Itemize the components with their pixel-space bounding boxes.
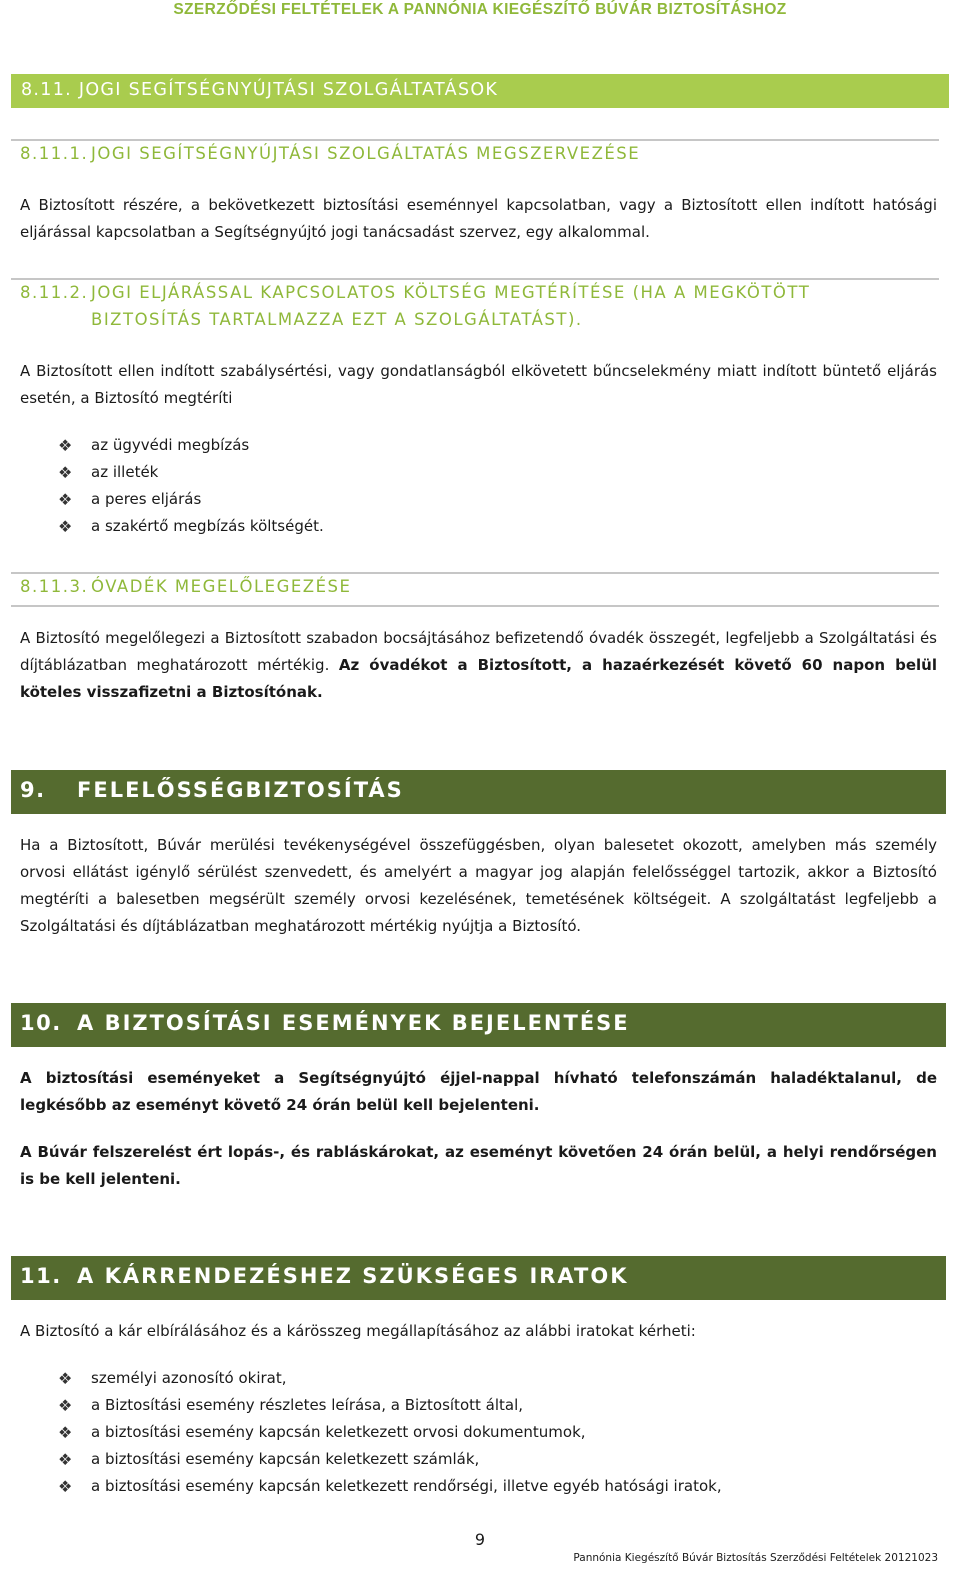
section-10-heading-bar (11, 1003, 946, 1047)
section-10-para-2: A Búvár felszerelést ért lopás-, és rabláskárokat, az eseményt követően 24 órán belül, a helyi rendőrségen is be kell jelenteni. (20, 1143, 937, 1188)
diamond-bullet-icon: ❖ (58, 1396, 73, 1415)
list-item-text: a Biztosítási esemény részletes leírása, a Biztosított által, (91, 1396, 524, 1414)
section-title: A BIZTOSÍTÁSI ESEMÉNYEK BEJELENTÉSE (77, 1011, 630, 1035)
list-item (58, 486, 938, 513)
list-item-text: a szakértő megbízás költségét. (91, 517, 324, 535)
section-title: A KÁRRENDEZÉSHEZ SZÜKSÉGES IRATOK (77, 1264, 629, 1288)
list-item (58, 1392, 938, 1419)
diamond-bullet-icon: ❖ (58, 1369, 73, 1388)
diamond-bullet-icon: ❖ (58, 1450, 73, 1469)
diamond-bullet-icon: ❖ (58, 1423, 73, 1442)
list-item (58, 513, 938, 540)
diamond-bullet-icon: ❖ (58, 1477, 73, 1496)
section-number: 11. (20, 1264, 62, 1288)
list-item-text: a biztosítási esemény kapcsán keletkezett orvosi dokumentumok, (91, 1423, 586, 1441)
section-11-heading-bar (11, 1256, 946, 1300)
subsection-title-line2: BIZTOSÍTÁS TARTALMAZZA EZT A SZOLGÁLTATÁST). (91, 310, 583, 329)
list-item-text: személyi azonosító okirat, (91, 1369, 287, 1387)
cost-list (58, 432, 938, 540)
list-item (58, 1446, 938, 1473)
list-item (58, 459, 938, 486)
list-item (58, 1473, 938, 1500)
list-item-text: a biztosítási esemény kapcsán keletkezett számlák, (91, 1450, 480, 1468)
divider (11, 605, 939, 607)
section-8-11-heading: 8.11. JOGI SEGÍTSÉGNYÚJTÁSI SZOLGÁLTATÁSOK (21, 80, 499, 100)
list-item-text: az illeték (91, 463, 159, 481)
list-item (58, 432, 938, 459)
subsection-number: 8.11.2. (20, 283, 89, 302)
list-item-text: a biztosítási esemény kapcsán keletkezett rendőrségi, illetve egyéb hatósági iratok, (91, 1477, 722, 1495)
section-number: 10. (20, 1011, 62, 1035)
subsection-number: 8.11.1. (20, 144, 89, 163)
deposit-repayment-text: Az óvadékot a Biztosított, a hazaérkezését követő 60 napon belül köteles visszafizetni a Biztosítónak. (20, 656, 937, 701)
documents-list (58, 1365, 938, 1500)
section-number: 9. (20, 778, 46, 802)
subsection-title: JOGI SEGÍTSÉGNYÚJTÁSI SZOLGÁLTATÁS MEGSZERVEZÉSE (91, 144, 641, 163)
list-item (58, 1419, 938, 1446)
section-9-heading-bar (11, 770, 946, 814)
subsection-8-11-1-heading (20, 140, 640, 167)
deposit-text: A Biztosító megelőlegezi a Biztosított szabadon bocsájtásához befizetendő óvadék összegét, legfeljebb a Szolgáltatási és díjtáblázatban meghatározott mértékig. (20, 629, 937, 674)
running-header: SZERZŐDÉSI FELTÉTELEK A PANNÓNIA KIEGÉSZÍTŐ BÚVÁR BIZTOSÍTÁSHOZ (173, 1, 787, 18)
subsection-8-11-3-text (20, 625, 937, 706)
list-item-text: a peres eljárás (91, 490, 202, 508)
diamond-bullet-icon: ❖ (58, 517, 73, 536)
subsection-title-line1: JOGI ELJÁRÁSSAL KAPCSOLATOS KÖLTSÉG MEGTÉRÍTÉSE (HA A MEGKÖTÖTT (91, 283, 811, 302)
subsection-8-11-2-heading (20, 279, 810, 333)
subsection-number: 8.11.3. (20, 577, 89, 596)
footer-text: Pannónia Kiegészítő Búvár Biztosítás Szerződési Feltételek 20121023 (573, 1552, 938, 1564)
subsection-8-11-2-text: A Biztosított ellen indított szabálysértési, vagy gondatlanságból elkövetett bűncselekmény miatt indított büntető eljárás esetén, a Biztosító megtéríti (20, 362, 937, 407)
page-number: 9 (474, 1530, 486, 1549)
section-11-intro: A Biztosító a kár elbírálásához és a kárösszeg megállapításához az alábbi iratokat kérheti: (20, 1322, 696, 1340)
list-item (58, 1365, 938, 1392)
diamond-bullet-icon: ❖ (58, 490, 73, 509)
subsection-title: ÓVADÉK MEGELŐLEGEZÉSE (91, 577, 352, 596)
list-item-text: az ügyvédi megbízás (91, 436, 250, 454)
section-8-11-heading-bar (11, 74, 949, 108)
section-title: FELELŐSSÉGBIZTOSÍTÁS (77, 778, 404, 802)
subsection-8-11-1-text: A Biztosított részére, a bekövetkezett biztosítási eseménnyel kapcsolatban, vagy a Biztosított ellen indított hatósági eljárással kapcsolatban a Segítségnyújtó jogi tanácsadást szervez, egy alkalommal. (20, 196, 937, 241)
diamond-bullet-icon: ❖ (58, 463, 73, 482)
diamond-bullet-icon: ❖ (58, 436, 73, 455)
section-9-text: Ha a Biztosított, Búvár merülési tevékenységével összefüggésben, olyan balesetet okozott, amelyben más személy orvosi ellátást igénylő sérülést szenvedett, és amelyért a magyar jog alapján felelősséggel tartozik, akkor a Biztosító megtéríti a balesetben megsérült személy orvosi kezelésének, temetésének költségeit. A szolgáltatást legfeljebb a Szolgáltatási és díjtáblázatban meghatározott mértékig nyújtja a Biztosító. (20, 836, 937, 935)
section-10-para-1: A biztosítási eseményeket a Segítségnyújtó éjjel-nappal hívható telefonszámán haladéktalanul, de legkésőbb az eseményt követő 24 órán belül kell bejelenteni. (20, 1069, 937, 1114)
subsection-8-11-3-heading (20, 573, 351, 600)
